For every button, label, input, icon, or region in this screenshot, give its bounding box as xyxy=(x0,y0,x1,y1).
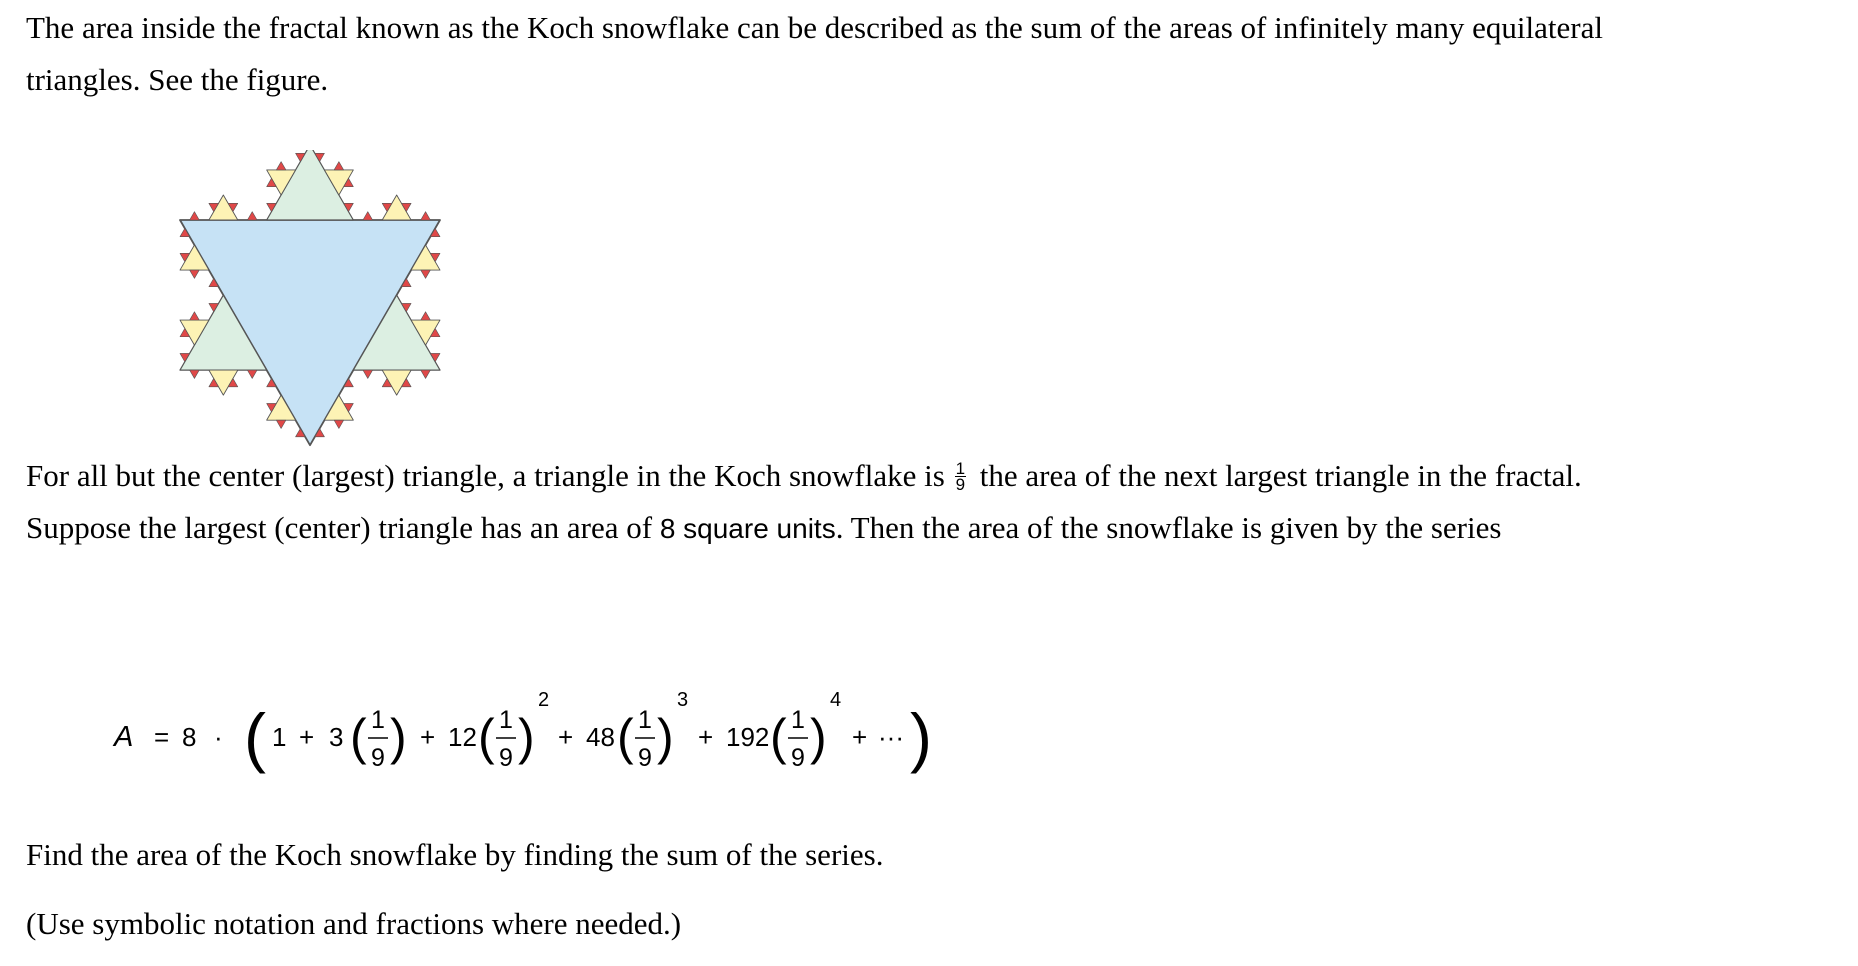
level-3-triangle xyxy=(247,212,257,220)
description-line-1-end: the area of the next largest triangle in the fractal. xyxy=(979,458,1582,493)
term-4-close-paren: ) xyxy=(810,709,827,765)
term-2-coefficient: 12 xyxy=(448,722,477,752)
term-4-plus: + xyxy=(698,722,714,752)
series-term-3 xyxy=(558,689,688,772)
series-term-4 xyxy=(698,689,841,772)
term-3-exponent: 3 xyxy=(677,689,689,711)
term-3-coefficient: 48 xyxy=(586,722,615,752)
level-3-triangle xyxy=(190,370,200,378)
description-line-1-start: For all but the center (largest) triangle, a triangle in the Koch snowflake is xyxy=(26,458,945,493)
term-1-coefficient: 3 xyxy=(329,722,344,752)
term-2-exponent: 2 xyxy=(538,689,550,711)
fraction-denominator: 9 xyxy=(955,475,966,495)
formula-tail-plus: + xyxy=(852,722,868,752)
term-2-open-paren: ( xyxy=(478,709,495,765)
term-2-close-paren: ) xyxy=(518,709,535,765)
term-3-denominator: 9 xyxy=(638,744,652,772)
problem-description xyxy=(26,450,1582,555)
find-area-instruction: Find the area of the Koch snowflake by finding the sum of the series. xyxy=(26,837,884,872)
term-3-numerator: 1 xyxy=(638,706,652,734)
term-4-exponent: 4 xyxy=(830,689,842,711)
term-3-open-paren: ( xyxy=(617,709,634,765)
description-line-2-end: . Then the area of the snowflake is given by the series xyxy=(835,510,1502,545)
intro-line-1: The area inside the fractal known as the Koch snowflake can be described as the sum of the areas of infinitely many equilateral xyxy=(26,10,1603,45)
level-3-triangle xyxy=(276,162,286,170)
term-1-close-paren: ) xyxy=(390,709,407,765)
term-4-coefficient: 192 xyxy=(726,722,770,752)
series-term-1 xyxy=(299,706,407,772)
formula-ellipsis: ··· xyxy=(878,722,904,752)
term-1-plus: + xyxy=(299,722,315,752)
term-1-open-paren: ( xyxy=(350,709,367,765)
term-2-plus: + xyxy=(420,722,436,752)
term-2-numerator: 1 xyxy=(499,706,513,734)
term-3-plus: + xyxy=(558,722,574,752)
formula-close-paren: ) xyxy=(910,700,932,774)
level-3-triangle xyxy=(247,370,257,378)
term-4-denominator: 9 xyxy=(791,744,805,772)
term-1-denominator: 9 xyxy=(371,744,385,772)
level-3-triangle xyxy=(363,212,373,220)
koch-snowflake-figure xyxy=(140,150,480,500)
problem-intro xyxy=(26,2,1603,106)
formula-open-paren: ( xyxy=(244,700,266,774)
formula-lhs: A xyxy=(114,721,134,753)
level-3-triangle xyxy=(421,270,431,278)
level-3-triangle xyxy=(421,212,431,220)
level-3-triangle xyxy=(190,312,200,320)
formula-dot: · xyxy=(214,722,223,752)
level-3-triangle xyxy=(276,420,286,428)
level-3-triangle xyxy=(334,162,344,170)
level-3-triangle xyxy=(190,212,200,220)
one-ninth-fraction xyxy=(955,459,966,495)
level-3-triangle xyxy=(190,270,200,278)
formula-factor: 8 xyxy=(182,722,197,752)
term-4-open-paren: ( xyxy=(770,709,787,765)
term-1-numerator: 1 xyxy=(371,706,385,734)
series-term-2 xyxy=(420,689,549,772)
intro-line-2: triangles. See the figure. xyxy=(26,62,329,97)
level-3-triangle xyxy=(363,370,373,378)
term-3-close-paren: ) xyxy=(657,709,674,765)
term-2-denominator: 9 xyxy=(499,744,513,772)
series-formula xyxy=(110,684,1110,794)
level-3-triangle xyxy=(421,370,431,378)
level-3-triangle xyxy=(334,420,344,428)
notation-hint: (Use symbolic notation and fractions where needed.) xyxy=(26,906,682,941)
fraction-numerator: 1 xyxy=(955,459,966,479)
term-4-numerator: 1 xyxy=(791,706,805,734)
level-3-triangle xyxy=(421,312,431,320)
formula-first-term: 1 xyxy=(272,722,287,752)
area-value: 8 square units xyxy=(659,513,836,544)
description-line-2-start: Suppose the largest (center) triangle has an area of xyxy=(26,510,653,545)
formula-equals: = xyxy=(154,722,170,752)
